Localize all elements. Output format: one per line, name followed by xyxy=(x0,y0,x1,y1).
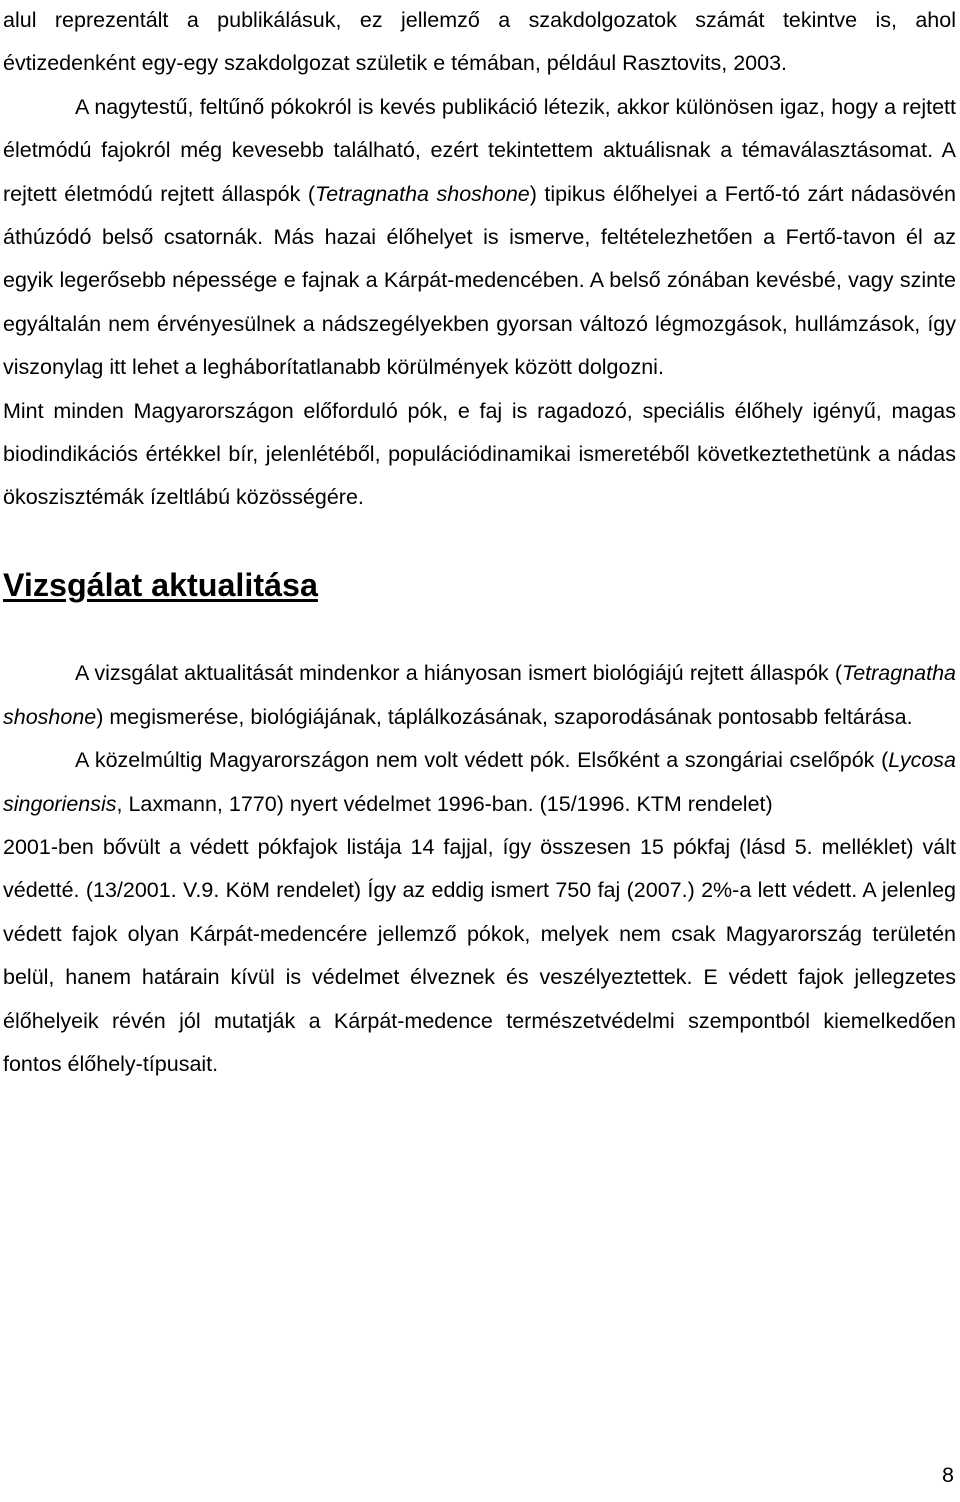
paragraph-text: ) megismerése, biológiájának, táplálkozásának, szaporodásának pontosabb feltárása. xyxy=(96,704,913,729)
paragraph-intro xyxy=(3,0,956,86)
species-name-italic: Tetragnatha shoshone xyxy=(315,181,530,206)
paragraph-predator xyxy=(3,390,956,520)
section-heading: Vizsgálat aktualitása xyxy=(3,566,318,603)
paragraph-text: alul reprezentált a publikálásuk, ez jellemző a szakdolgozatok számát tekintve is, ahol évtizedenként egy-egy szakdolgozat születik e témában, például Rasztovits, 2003. xyxy=(3,8,956,76)
paragraph-text: A vizsgálat aktualitását mindenkor a hiányosan ismert biológiájú rejtett állaspók ( xyxy=(75,661,843,686)
page-number: 8 xyxy=(942,1463,954,1487)
paragraph-text: A közelmúltig Magyarországon nem volt védett pók. Elsőként a szongáriai cselőpók ( xyxy=(75,748,889,773)
document-page xyxy=(3,0,956,1086)
paragraph-text: ) tipikus élőhelyei a Fertő-tó zárt nádasövén áthúzódó belső csatornák. Más hazai élőhelyet is ismerve, feltételezhetően a Fertő-tavon él az egyik legerősebb népessége e fajnak a Kárpát-medencében. A belső zónában kevésbé, vagy szinte egyáltalán nem érvényesülnek a nádszegélyekben gyorsan változó légmozgások, hullámzások, így viszonylag itt lehet a legháborítatlanabb körülmények között dolgozni. xyxy=(3,181,957,380)
paragraph-protected-species xyxy=(3,826,956,1086)
paragraph-text: Mint minden Magyarországon előforduló pók, e faj is ragadozó, speciális élőhely igényű, magas biodindikációs értékkel bír, jelenlétéből, populációdinamikai ismeretéből következtethetünk a nádas ökoszisztémák ízeltlábú közösségére. xyxy=(3,398,956,510)
paragraph-topic-choice xyxy=(3,86,956,390)
paragraph-text: 2001-ben bővült a védett pókfajok listája 14 fajjal, így összesen 15 pókfaj (lásd 5. melléklet) vált védetté. (13/2001. V.9. KöM rendelet) Így az eddig ismert 750 faj (2007.) 2%-a lett védett. A jelenleg védett fajok olyan Kárpát-medencére jellemző pókok, melyek nem csak Magyarország területén belül, hanem határain kívül is védelmet élveznek és veszélyeztettek. E védett fajok jellegzetes élőhelyeik révén jól mutatják a Kárpát-medence természetvédelmi szempontból kiemelkedően fontos élőhely-típusait. xyxy=(3,834,956,1076)
paragraph-text: A nagytestű, feltűnő pókokról is kevés publikáció létezik, akkor különösen igaz, hogy a rejtett életmódú fajokról még kevesebb található, ezért tekintettem aktuálisnak a témaválasztásomat. A rejtett életmódú rejtett állaspók ( xyxy=(3,94,956,206)
species-name-italic: Lycosa singoriensis xyxy=(3,748,956,816)
paragraph-text: , Laxmann, 1770) nyert védelmet 1996-ban. (15/1996. KTM rendelet) xyxy=(116,791,773,816)
paragraph-actuality xyxy=(3,652,956,739)
species-name-italic: Tetragnatha shoshone xyxy=(3,661,956,729)
paragraph-protection-history xyxy=(3,739,956,826)
spacer xyxy=(3,607,956,652)
spacer xyxy=(3,520,956,564)
